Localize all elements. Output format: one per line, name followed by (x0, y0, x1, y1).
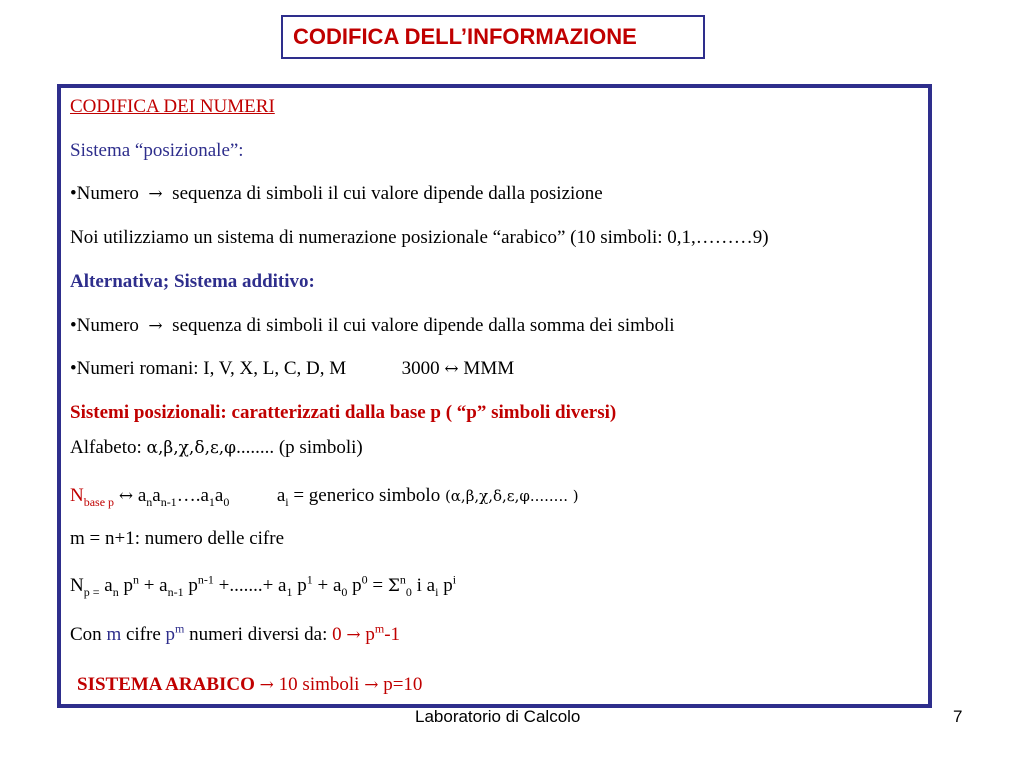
alphabet-label: Alfabeto: (70, 437, 142, 458)
double-arrow-icon: ↔ (118, 486, 134, 506)
ai-symbols: (α,β,χ,δ,ε,φ........ ) (444, 487, 579, 505)
bullet-additive (70, 316, 675, 335)
content-box (57, 84, 932, 708)
alphabet-rest: ........ (p simboli) (236, 437, 363, 458)
footer-course: Laboratorio di Calcolo (415, 707, 581, 726)
bullet-positional-text: sequenza di simboli il cui valore dipende dalla posizione (172, 183, 603, 204)
con-pm-sup: m (175, 621, 185, 636)
arabic-system-label: SISTEMA ARABICO (77, 674, 255, 695)
title-box (281, 15, 705, 59)
ai-text: = generico simbolo (293, 485, 441, 506)
nbase-digits: $a_na_{n-1}\dots.a_1a_0$ (137, 485, 230, 509)
arabic-description: Noi utilizziamo un sistema di numerazione posizionale “arabico” (10 simboli: 0,1,………9) (70, 227, 769, 248)
roman-example-value: MMM (463, 358, 515, 379)
roman-example-number: 3000 (401, 358, 440, 379)
con-line (70, 621, 401, 645)
additive-heading: Alternativa; Sistema additivo: (70, 271, 315, 292)
page-number: 7 (953, 707, 963, 726)
bullet-positional-label: •Numero (70, 183, 139, 204)
section-title: CODIFICA DEI NUMERI (70, 96, 275, 117)
con-label: Con (70, 624, 102, 645)
arabic-base: p=10 (383, 674, 423, 695)
alphabet-symbols: α,β,χ,δ,ε,φ (146, 438, 237, 458)
con-result-sup: m (374, 621, 385, 636)
positional-systems: Sistemi posizionali: caratterizzati dalla base p ( “p” simboli diversi) (70, 402, 617, 423)
ai-sub: i (285, 494, 289, 509)
con-m: m (106, 624, 122, 645)
con-cifre: cifre (125, 624, 161, 645)
arrow-right-icon: → (364, 675, 379, 695)
bullet-positional (70, 184, 603, 203)
positional-heading: Sistema “posizionale”: (70, 140, 244, 161)
arrow-right-icon: → (148, 184, 163, 204)
arrow-right-icon: → (148, 316, 163, 336)
roman-numerals (70, 359, 514, 378)
nbase-sub: base p (83, 494, 115, 509)
con-text: numeri diversi da: (189, 624, 328, 645)
formula-line: $N_{p =}$ $a_n$ $p^n + a_{n-1}$ $p^{n-1}$ +.......+ $a_1$ $p^1 + a_0$ $p^0 = \Sigma^n_0$ i $a_i$ $p^i$ (70, 572, 457, 599)
arrow-right-icon: → (259, 675, 274, 695)
ai-label: a (276, 485, 286, 506)
con-result: p (365, 624, 375, 645)
roman-label: •Numeri romani: I, V, X, L, C, D, M (70, 358, 347, 379)
alphabet-line (70, 438, 363, 457)
con-p: p (165, 624, 176, 645)
arabic-symbols: 10 simboli (278, 674, 360, 695)
bullet-additive-label: •Numero (70, 315, 139, 336)
double-arrow-icon: ↔ (444, 359, 459, 379)
bullet-additive-text: sequenza di simboli il cui valore dipende dalla somma dei simboli (172, 315, 675, 336)
arabic-system-line (77, 675, 422, 694)
arrow-right-icon: → (346, 625, 361, 645)
con-zero: 0 (332, 624, 342, 645)
page-title: CODIFICA DELL’INFORMAZIONE (293, 24, 637, 49)
nbase-n: N (70, 485, 84, 506)
con-result-tail: -1 (384, 624, 401, 645)
digits-line: m = n+1: numero delle cifre (70, 528, 285, 549)
nbase-line (70, 485, 579, 509)
